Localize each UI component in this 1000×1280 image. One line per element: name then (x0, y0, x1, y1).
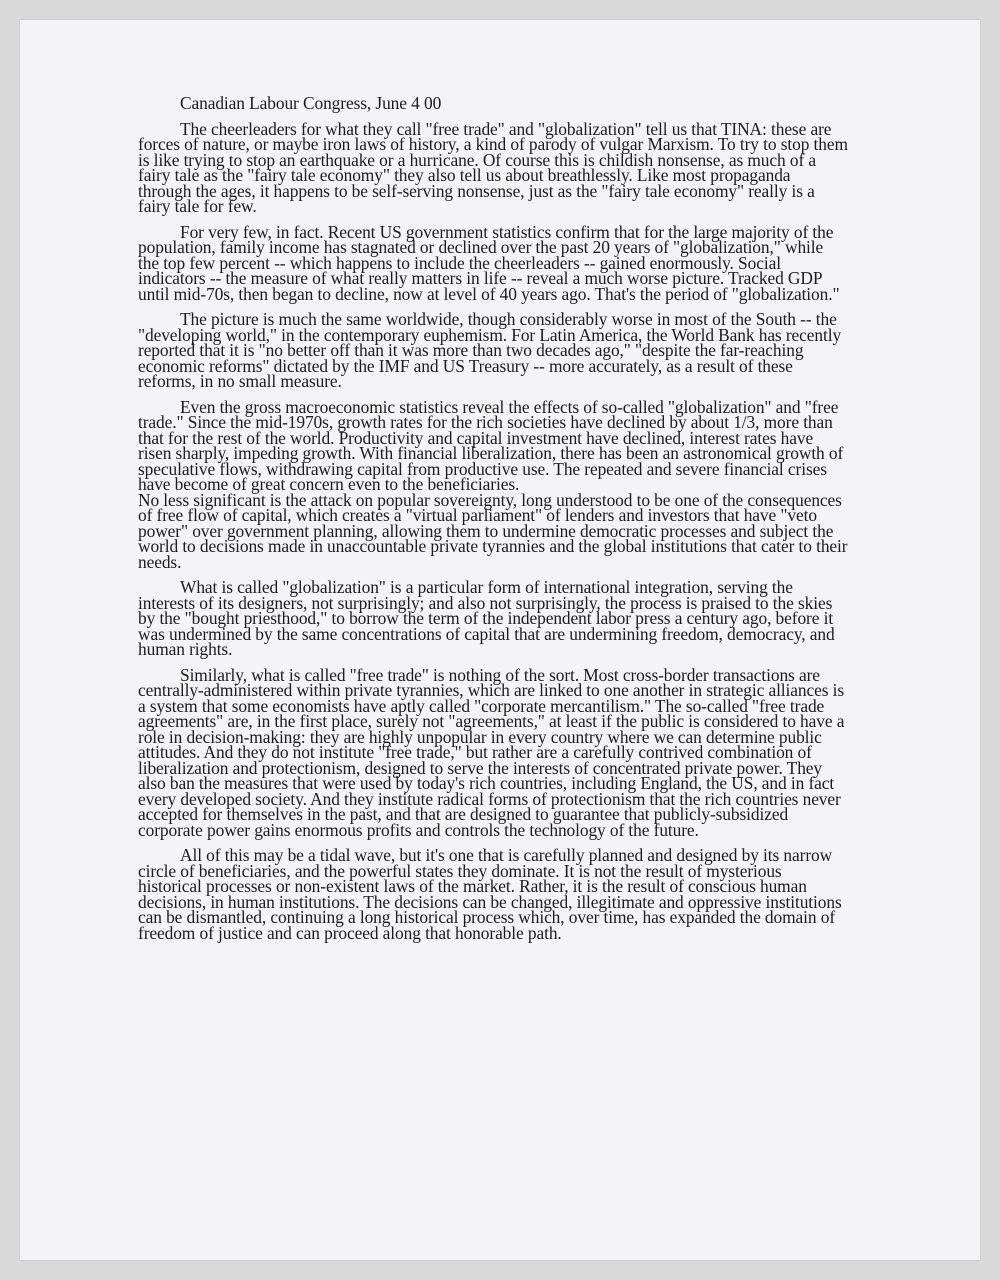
paragraph-6: What is called "globalization" is a particular form of international integration, serving the interests of its designers, not surprisingly; and also not surprisingly, the process is praised to the skies by the "bought priesthood," to borrow the term of the independent labor press a century ago, before it was undermined by the same concentrations of capital that are undermining freedom, democracy, and human rights. (138, 577, 835, 659)
paragraph-4: Even the gross macroeconomic statistics reveal the effects of so-called "globalization" and "free trade." Since the mid-1970s, growth rates for the rich societies have declined by about 1/3, more than that for the rest of the world. Productivity and capital investment have declined, interest rates have risen sharply, impeding growth. With financial liberalization, there has been an astronomical growth of speculative flows, withdrawing capital from productive use. The repeated and severe financial crises have become of great concern even to the beneficiaries. (138, 396, 844, 494)
paragraph-2: For very few, in fact. Recent US government statistics confirm that for the large majority of the population, family income has stagnated or declined over the past 20 years of "globalization," while the top few percent -- which happens to include the cheerleaders -- gained enormously. Social indicators -- the measure of what really matters in life -- reveal a much worse picture. Tracked GDP until mid-70s, then began to decline, now at level of 40 years ago. That's the period of "globalization." (138, 221, 840, 304)
document-page (20, 20, 980, 1260)
paragraph-3: The picture is much the same worldwide, though considerably worse in most of the South -- the "developing world," in the contemporary euphemism. For Latin America, the World Bank has recently reported that it is "no better off than it was more than two decades ago," "despite the far-reaching economic reforms" dictated by the IMF and US Treasury -- more accurately, as a result of these reforms, in no small measure. (138, 309, 842, 391)
document-heading: Canadian Labour Congress, June 4 00 (180, 93, 442, 113)
paragraph-1: The cheerleaders for what they call "free trade" and "globalization" tell us that TINA: these are forces of nature, or maybe iron laws of history, a kind of parody of vulgar Marxism. To try to stop them is like trying to stop an earthquake or a hurricane. Of course this is childish nonsense, as much of a fairy tale as the "fairy tale economy" they also tell us about breathlessly. Like most propaganda through the ages, it happens to be self-serving nonsense, just as the "fairy tale economy" really is a fairy tale for few. (138, 118, 848, 216)
paragraph-7: Similarly, what is called "free trade" is nothing of the sort. Most cross-border transactions are centrally-administered within private tyrannies, which are linked to one another in strategic alliances is a system that some economists have aptly called "corporate mercantilism." The so-called "free trade agreements" are, in the first place, surely not "agreements," at least if the public is considered to have a role in decision-making: they are highly unpopular in every country where we can determine public attitudes. And they do not institute "free trade," but rather are a carefully contrived combination of liberalization and protectionism, designed to serve the interests of concentrated private power. They also ban the measures that were used by today's rich countries, including England, the US, and in fact every developed society. And they institute radical forms of protectionism that the rich countries never accepted for themselves in the past, and that are designed to guarantee that publicly-subsidized corporate power gains enormous profits and controls the technology of the future. (138, 664, 845, 840)
paragraph-8: All of this may be a tidal wave, but it's one that is carefully planned and designed by its narrow circle of beneficiaries, and the powerful states they dominate. It is not the result of mysterious historical processes or non-existent laws of the market. Rather, it is the result of conscious human decisions, in human institutions. The decisions can be changed, illegitimate and oppressive institutions can be dismantled, continuing a long historical process which, over time, has expanded the domain of freedom of justice and can proceed along that honorable path. (138, 845, 842, 943)
paragraph-5: No less significant is the attack on popular sovereignty, long understood to be one of the consequences of free flow of capital, which creates a "virtual parliament" of lenders and investors that have "veto power" over government planning, allowing them to undermine democratic processes and subject the world to decisions made in unaccountable private tyrannies and the global institutions that cater to their needs. (138, 489, 848, 572)
document-body (138, 93, 848, 951)
